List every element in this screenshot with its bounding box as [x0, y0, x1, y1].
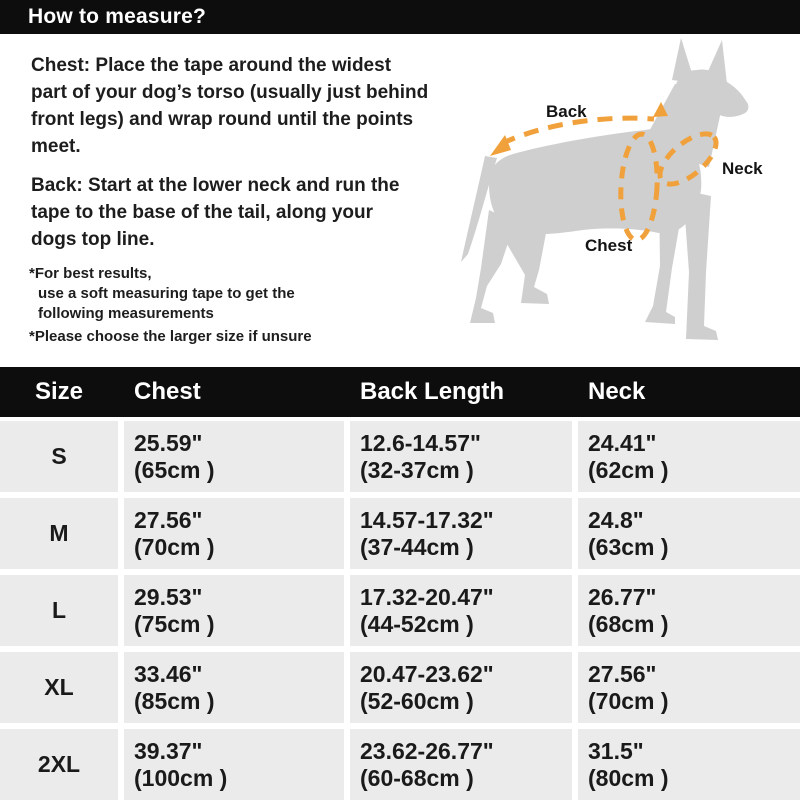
neck-cell [578, 652, 800, 723]
size-label: M [0, 498, 118, 569]
column-header-size: Size [34, 378, 84, 405]
chest-cm: (85cm ) [134, 687, 215, 714]
size-label: XL [0, 652, 118, 723]
dog-silhouette [435, 32, 800, 357]
chest-instructions-line: part of your dog’s torso (usually just behind [31, 82, 429, 103]
neck-cm: (62cm ) [588, 456, 669, 483]
chest-cell [124, 729, 344, 800]
note-line: *Please choose the larger size if unsure [29, 328, 312, 345]
size-chart [0, 367, 800, 800]
neck-inches: 26.77" [588, 583, 657, 610]
column-header-chest: Chest [134, 378, 201, 405]
back-inches: 23.62-26.77" [360, 737, 494, 764]
neck-inches: 24.41" [588, 429, 657, 456]
measurement-diagram [0, 0, 800, 360]
back-cm: (60-68cm ) [360, 764, 474, 791]
neck-cm: (80cm ) [588, 764, 669, 791]
chest-measure-label: Chest [585, 236, 633, 255]
neck-inches: 27.56" [588, 660, 657, 687]
back-cm: (37-44cm ) [360, 533, 474, 560]
back-instructions-line: Back: Start at the lower neck and run the [31, 175, 400, 196]
back-length-cell [350, 652, 572, 723]
chest-inches: 39.37" [134, 737, 203, 764]
chest-inches: 27.56" [134, 506, 203, 533]
chest-inches: 33.46" [134, 660, 203, 687]
size-label: 2XL [0, 729, 118, 800]
back-measure-label: Back [546, 102, 587, 121]
size-label: L [0, 575, 118, 646]
chest-cell [124, 498, 344, 569]
table-row [0, 652, 800, 723]
back-inches: 12.6-14.57" [360, 429, 481, 456]
back-inches: 14.57-17.32" [360, 506, 494, 533]
neck-cm: (70cm ) [588, 687, 669, 714]
back-length-cell [350, 575, 572, 646]
neck-cm: (68cm ) [588, 610, 669, 637]
neck-measure-label: Neck [722, 159, 763, 178]
back-length-cell [350, 421, 572, 492]
neck-cm: (63cm ) [588, 533, 669, 560]
dog-left-ear [672, 38, 695, 83]
chest-inches: 29.53" [134, 583, 203, 610]
table-row [0, 421, 800, 492]
chest-instructions-line: Chest: Place the tape around the widest [31, 55, 392, 76]
note-line: *For best results, [29, 265, 152, 282]
note-line: following measurements [38, 305, 214, 322]
back-cm: (32-37cm ) [360, 456, 474, 483]
back-cm: (44-52cm ) [360, 610, 474, 637]
neck-cell [578, 729, 800, 800]
page-title: How to measure? [28, 5, 207, 28]
column-header-back-length: Back Length [360, 378, 505, 405]
table-row [0, 498, 800, 569]
size-label: S [0, 421, 118, 492]
back-instructions-line: tape to the base of the tail, along your [31, 202, 374, 223]
neck-cell [578, 498, 800, 569]
table-row [0, 729, 800, 800]
neck-cell [578, 575, 800, 646]
dog-front-near-leg [683, 190, 718, 340]
chest-cm: (100cm ) [134, 764, 228, 791]
column-header-neck: Neck [588, 378, 646, 405]
chest-cm: (75cm ) [134, 610, 215, 637]
back-instructions-line: dogs top line. [31, 229, 155, 250]
chest-cell [124, 421, 344, 492]
neck-inches: 31.5" [588, 737, 644, 764]
chest-cell [124, 575, 344, 646]
neck-cell [578, 421, 800, 492]
dog-right-ear [705, 40, 727, 84]
neck-inches: 24.8" [588, 506, 644, 533]
chest-instructions-line: meet. [31, 136, 81, 157]
back-cm: (52-60cm ) [360, 687, 474, 714]
chest-cm: (65cm ) [134, 456, 215, 483]
size-chart-body [0, 421, 800, 800]
back-inches: 17.32-20.47" [360, 583, 494, 610]
chest-instructions-line: front legs) and wrap round until the points [31, 109, 414, 130]
back-inches: 20.47-23.62" [360, 660, 494, 687]
back-length-cell [350, 498, 572, 569]
chest-cell [124, 652, 344, 723]
dog-rear-near-leg [503, 216, 549, 304]
size-chart-header [0, 367, 800, 417]
chest-inches: 25.59" [134, 429, 203, 456]
chest-cm: (70cm ) [134, 533, 215, 560]
note-line: use a soft measuring tape to get the [38, 285, 295, 302]
back-length-cell [350, 729, 572, 800]
table-row [0, 575, 800, 646]
